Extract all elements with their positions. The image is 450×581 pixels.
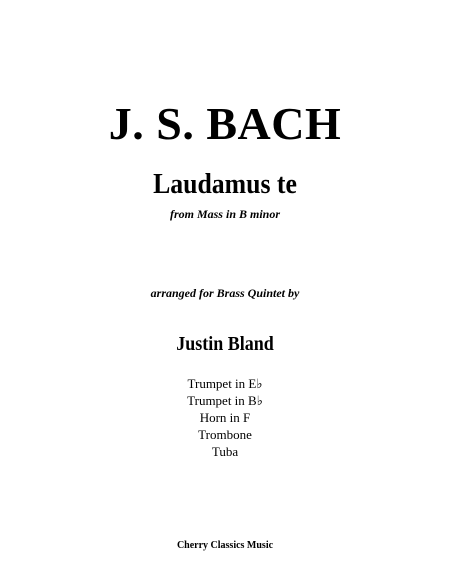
- instrument-item: Tuba: [211, 444, 239, 459]
- composer-name: J. S. BACH: [108, 98, 342, 149]
- instrument-item: Trumpet in B♭: [187, 393, 263, 408]
- arranger-name: Justin Bland: [176, 333, 274, 355]
- arrangement-note: arranged for Brass Quintet by: [150, 286, 300, 300]
- piece-title: Laudamus te: [153, 169, 297, 200]
- instrument-item: Horn in F: [199, 410, 251, 425]
- instrument-item: Trumpet in E♭: [187, 376, 263, 391]
- instrument-list: [0, 375, 450, 460]
- publisher-name: Cherry Classics Music: [176, 540, 274, 551]
- piece-subtitle: from Mass in B minor: [169, 207, 281, 221]
- instrument-item: Trombone: [198, 427, 252, 442]
